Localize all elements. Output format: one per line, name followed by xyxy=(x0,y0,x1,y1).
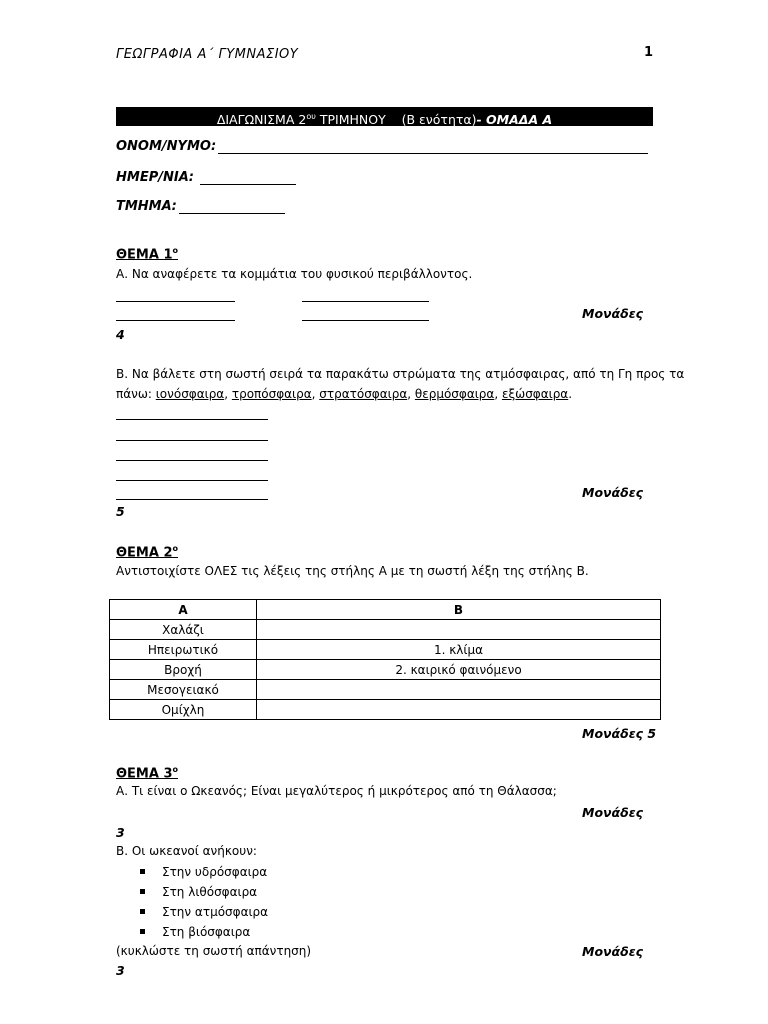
thema1-b-answer-line[interactable] xyxy=(116,480,268,481)
thema1-a-monades-label: Μονάδες xyxy=(582,306,644,321)
thema3-options-list xyxy=(140,862,268,942)
table-row xyxy=(110,700,661,720)
option-item[interactable]: Στη βιόσφαιρα xyxy=(140,922,268,942)
option-item[interactable]: Στη λιθόσφαιρα xyxy=(140,882,268,902)
option-item[interactable]: Στην ατμόσφαιρα xyxy=(140,902,268,922)
thema1-b-answer-line[interactable] xyxy=(116,440,268,441)
thema1-a-answer-line[interactable] xyxy=(116,320,235,321)
thema3-b-points: 3 xyxy=(116,963,125,978)
table-row xyxy=(110,680,661,700)
thema3-b-note: (κυκλώστε τη σωστή απάντηση) xyxy=(116,944,312,958)
thema1-a-question: Α. Να αναφέρετε τα κομμάτια του φυσικού περιβάλλοντος. xyxy=(116,267,473,281)
date-label: ΗΜΕΡ/ΝΙΑ: xyxy=(116,170,194,185)
exam-group: - ΟΜΑΔΑ Α xyxy=(476,112,553,128)
name-answer-line[interactable] xyxy=(218,153,648,154)
thema1-b-monades-label: Μονάδες xyxy=(582,485,644,500)
column-a-cell: Ομίχλη xyxy=(110,700,257,720)
option-item[interactable]: Στην υδρόσφαιρα xyxy=(140,862,268,882)
thema1-a-answer-line[interactable] xyxy=(302,320,429,321)
thema1-b-answer-line[interactable] xyxy=(116,460,268,461)
thema1-a-answer-line[interactable] xyxy=(302,301,429,302)
thema1-title: ΘΕΜΑ $1^o$ xyxy=(116,246,179,263)
thema2-question: Αντιστοιχίστε ΟΛΕΣ τις λέξεις της στήλης Α με τη σωστή λέξη της στήλης Β. xyxy=(116,564,589,578)
table-row xyxy=(110,640,661,660)
layer-word: ιονόσφαιρα xyxy=(155,387,225,401)
thema2-title: ΘΕΜΑ $2^o$ xyxy=(116,544,179,561)
column-b-cell xyxy=(257,620,661,640)
thema1-b-question-line1: Β. Να βάλετε στη σωστή σειρά τα παρακάτω στρώματα της ατμόσφαιρας, από τη Γη προς τα xyxy=(116,367,685,381)
thema1-b-answer-line[interactable] xyxy=(116,499,268,500)
table-row xyxy=(110,620,661,640)
thema3-a-monades-label: Μονάδες xyxy=(582,805,644,820)
thema1-a-points: 4 xyxy=(116,327,125,342)
column-b-cell xyxy=(257,700,661,720)
exam-title: ΔΙΑΓΩΝΙΣΜΑ $2^{o\upsilon}$ ΤΡΙΜΗΝΟΥ xyxy=(216,112,386,128)
column-a-cell: Χαλάζι xyxy=(110,620,257,640)
column-a-header: Α xyxy=(110,600,257,620)
thema1-a-answer-line[interactable] xyxy=(116,301,235,302)
layer-word: στρατόσφαιρα xyxy=(319,387,408,401)
thema3-title: ΘΕΜΑ $3^o$ xyxy=(116,765,179,782)
thema2-monades: Μονάδες 5 xyxy=(582,726,657,741)
thema3-a-question: Α. Τι είναι ο Ωκεανός; Είναι μεγαλύτερος ή μικρότερος από τη Θάλασσα; xyxy=(116,784,557,798)
column-b-cell: 1. κλίμα xyxy=(257,640,661,660)
layer-word: τροπόσφαιρα xyxy=(231,387,312,401)
table-row xyxy=(110,660,661,680)
subject-header: ΓΕΩΓΡΑΦΙΑ Α΄ ΓΥΜΝΑΣΙΟΥ xyxy=(116,47,299,62)
thema3-b-monades-label: Μονάδες xyxy=(582,944,644,959)
section-label: ΤΜΗΜΑ: xyxy=(116,199,177,214)
matching-table xyxy=(109,599,661,720)
column-b-header: Β xyxy=(257,600,661,620)
layer-word: εξώσφαιρα xyxy=(501,387,569,401)
column-a-cell: Μεσογειακό xyxy=(110,680,257,700)
column-a-cell: Βροχή xyxy=(110,660,257,680)
page-number: 1 xyxy=(644,45,654,60)
thema1-b-answer-line[interactable] xyxy=(116,419,268,420)
column-b-cell: 2. καιρικό φαινόμενο xyxy=(257,660,661,680)
name-label: ΟΝΟΜ/ΝΥΜΟ: xyxy=(116,139,217,154)
table-header-row xyxy=(110,600,661,620)
thema3-b-question: Β. Οι ωκεανοί ανήκουν: xyxy=(116,844,257,858)
column-b-cell xyxy=(257,680,661,700)
section-answer-line[interactable] xyxy=(179,213,285,214)
thema1-b-question-line2: πάνω: ιονόσφαιρα, τροπόσφαιρα, στρατόσφαιρα, θερμόσφαιρα, εξώσφαιρα. xyxy=(116,387,573,401)
date-answer-line[interactable] xyxy=(200,184,296,185)
thema1-b-points: 5 xyxy=(116,504,125,519)
exam-title-banner xyxy=(116,107,653,126)
layer-word: θερμόσφαιρα xyxy=(414,387,495,401)
column-a-cell: Ηπειρωτικό xyxy=(110,640,257,660)
thema3-a-points: 3 xyxy=(116,825,125,840)
exam-unit: (Β ενότητα) xyxy=(401,112,477,128)
